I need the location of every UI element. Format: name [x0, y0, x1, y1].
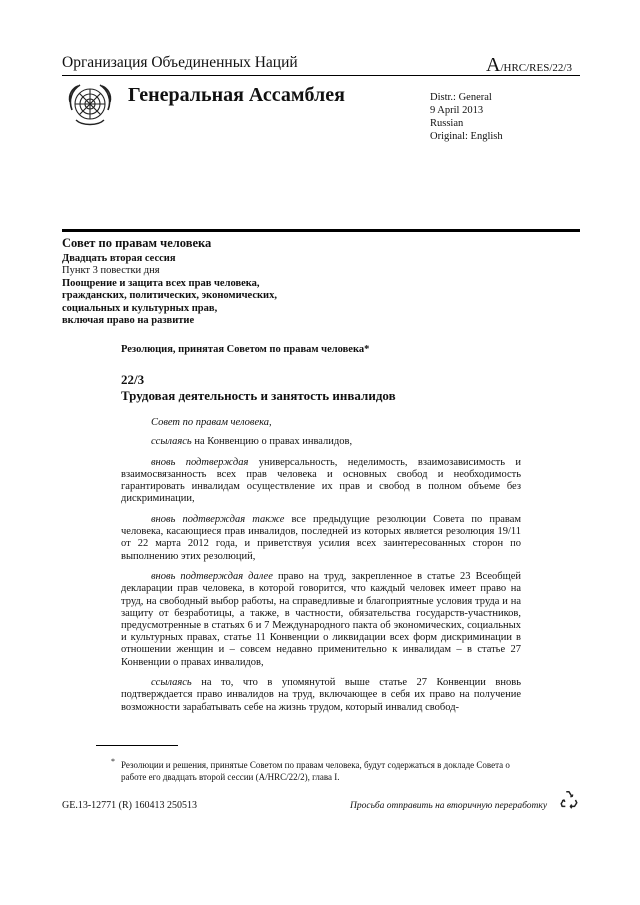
language-line: Russian [430, 118, 464, 129]
paragraph-text: универсальность, неделимость, взаимозависимость и взаимосвязанность всех прав человека и основных свобод и необходимость гарантировать инвалидам осуществление их прав и свобод в полном объеме без дискриминации, [121, 456, 521, 505]
session-block [62, 237, 382, 328]
resolution-heading [121, 372, 396, 404]
agenda-item: Пункт 3 повестки дня [62, 265, 160, 276]
footnote-text: Резолюции и решения, принятые Советом по правам человека, будут содержаться в докладе Совета о работе его двадцать второй сессии (A/HRC/22/2), глава I. [121, 760, 510, 782]
topic-line: включая право на развитие [62, 315, 195, 326]
paragraph-text: на Конвенцию о правах инвалидов, [191, 436, 353, 448]
paragraph-lead: Совет по правам человека, [151, 417, 272, 428]
preamble-paragraph [121, 571, 521, 669]
topic-line: гражданских, политических, экономических, [62, 290, 277, 301]
un-emblem-icon [64, 80, 116, 132]
paragraph-text: на то, что в упомянутой выше статье 27 Конвенции вновь подтверждается право инвалидов на труд, включающее в себя их право на получение возможности зарабатывать себе на жизнь трудом, который инвалид свобод- [121, 677, 521, 713]
header-thick-rule [62, 229, 580, 232]
session-name: Двадцать вторая сессия [62, 252, 176, 264]
paragraph-lead: вновь подтверждая [151, 456, 249, 468]
footnote-mark: * [111, 757, 115, 766]
symbol-rest: /HRC/RES/22/3 [500, 62, 572, 74]
distribution-block [430, 91, 503, 143]
organization-name: Организация Объединенных Наций [62, 54, 298, 71]
preamble-paragraph [121, 514, 521, 563]
symbol-initial: A [486, 54, 501, 76]
footnote-rule [96, 745, 178, 746]
preamble-paragraph [121, 436, 521, 448]
resolution-number: 22/3 [121, 372, 145, 387]
preamble-paragraph [121, 457, 521, 506]
resolution-title: Трудовая деятельность и занятость инвалидов [121, 388, 396, 403]
original-line: Original: English [430, 131, 503, 142]
paragraph-lead: ссылаясь [151, 677, 192, 689]
resolution-body [121, 417, 521, 722]
recycle-note: Просьба отправить на вторичную переработку [350, 801, 548, 811]
preamble-paragraph [121, 677, 521, 714]
adoption-note: Резолюция, принятая Советом по правам человека* [121, 344, 370, 355]
paragraph-lead: вновь подтверждая далее [151, 571, 273, 583]
council-name: Совет по правам человека [62, 236, 212, 250]
paragraph-lead: вновь подтверждая также [151, 514, 285, 525]
header-rule [62, 75, 580, 76]
job-number: GE.13-12771 (R) 160413 250513 [62, 800, 197, 811]
distr-line: Distr.: General [430, 92, 492, 103]
paragraph-text: право на труд, закрепленное в статье 23 Всеобщей декларации прав человека, в которой говорится, что каждый человек имеет право на труд, на свободный выбор работы, на справедливые и благоприятные условия труда и на защиту от безработицы, а также, в частности, обязательства государств-участников, предусмотренные в статьях 6 и 7 Международного пакта об экономических, социальных и культурных правах, статье 11 Конвенции о ликвидации всех форм дискриминации в отношении женщин и – совсем недавно применительно к инвалидам – в статье 27 Конвенции о правах инвалидов, [121, 571, 521, 668]
topic-line: социальных и культурных прав, [62, 302, 218, 314]
paragraph-lead: ссылаясь [151, 436, 192, 448]
date-line: 9 April 2013 [430, 105, 484, 116]
topic-line: Поощрение и защита всех прав человека, [62, 277, 260, 289]
preamble-paragraph [121, 417, 521, 429]
recycle-icon [558, 789, 580, 811]
document-symbol [486, 54, 572, 77]
paragraph-text: все предыдущие резолюции Совета по правам человека, касающиеся прав инвалидов, последней из которых является резолюция 19/11 от 22 марта 2012 года, и приветствуя усилия всех заинтересованных сторон по выполнению этих резолюций, [121, 514, 522, 562]
body-title: Генеральная Ассамблея [128, 84, 345, 106]
